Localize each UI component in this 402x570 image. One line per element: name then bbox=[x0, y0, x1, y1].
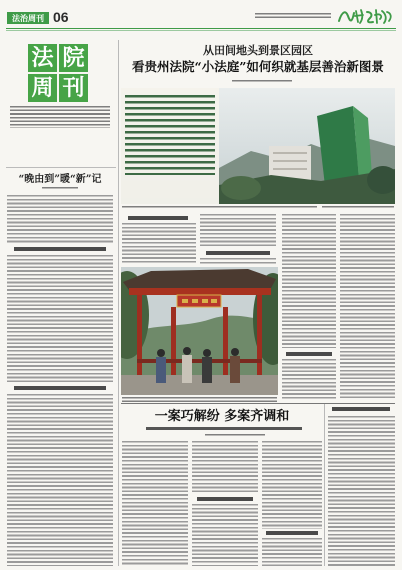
left-story-rule bbox=[6, 167, 116, 168]
subhead bbox=[266, 531, 318, 535]
body-text-block bbox=[262, 538, 322, 566]
pavilion-column bbox=[137, 295, 142, 377]
column-divider bbox=[324, 404, 325, 566]
person bbox=[182, 355, 192, 383]
pavilion-railing bbox=[137, 359, 262, 363]
lead-paragraph bbox=[125, 95, 215, 175]
person bbox=[202, 357, 212, 383]
subhead bbox=[14, 386, 106, 390]
body-text-block bbox=[192, 504, 258, 566]
plaque-lettering bbox=[211, 299, 217, 303]
pavilion-column bbox=[223, 307, 228, 377]
body-text-block bbox=[200, 214, 276, 248]
section-block-char: 院 bbox=[59, 44, 88, 72]
pavilion-photo-image bbox=[121, 267, 278, 395]
page-number: 06 bbox=[53, 9, 69, 25]
masthead-logo bbox=[336, 7, 394, 26]
lead-story-headline: 看贵州法院“小法庭”如何织就基层善治新图景 bbox=[132, 59, 384, 74]
subhead bbox=[14, 247, 106, 251]
subhead bbox=[206, 251, 270, 255]
subhead bbox=[197, 497, 253, 501]
tree bbox=[221, 176, 261, 200]
person bbox=[230, 356, 240, 383]
section-block-char: 法 bbox=[28, 44, 57, 72]
editor-info-lines bbox=[10, 106, 110, 128]
lead-photo bbox=[121, 88, 395, 204]
plaque-lettering bbox=[192, 299, 198, 303]
person bbox=[156, 357, 166, 383]
ground bbox=[121, 375, 278, 395]
lead-paragraph-panel bbox=[121, 88, 219, 204]
pavilion-column bbox=[171, 307, 176, 377]
header-rule-thin bbox=[6, 30, 396, 31]
person bbox=[203, 349, 211, 357]
bottom-story-headline: 一案巧解纷 多案齐调和 bbox=[154, 409, 290, 424]
body-text-block bbox=[340, 214, 395, 400]
left-story-byline bbox=[42, 187, 78, 189]
pavilion-column bbox=[257, 295, 262, 377]
bottom-story-byline bbox=[205, 434, 265, 436]
lead-story-byline bbox=[232, 80, 292, 82]
body-text-block bbox=[282, 359, 336, 400]
left-story-headline: “晚由到”暖“新”记 bbox=[18, 174, 102, 185]
section-block-char: 周 bbox=[28, 74, 57, 102]
person bbox=[183, 347, 191, 355]
body-text-block bbox=[7, 255, 113, 382]
section-block bbox=[28, 44, 88, 102]
body-text-block bbox=[7, 195, 113, 243]
plaque-lettering bbox=[182, 299, 188, 303]
body-text-block bbox=[282, 214, 336, 348]
photo-caption bbox=[322, 206, 394, 208]
subhead bbox=[128, 216, 188, 220]
header-rule bbox=[6, 28, 396, 29]
section-tag: 法治周刊 bbox=[7, 12, 49, 24]
person bbox=[157, 349, 165, 357]
bottom-story-subtitle bbox=[146, 427, 302, 430]
lead-story-kicker: 从田间地头到景区园区 bbox=[203, 44, 313, 57]
person bbox=[231, 348, 239, 356]
body-text-block bbox=[262, 441, 322, 529]
body-text-block bbox=[192, 441, 258, 494]
pavilion-photo bbox=[121, 267, 278, 395]
photo-caption bbox=[122, 206, 317, 208]
sidebar-article-title bbox=[332, 407, 390, 411]
plaque-lettering bbox=[202, 299, 208, 303]
column-divider bbox=[118, 40, 119, 566]
sidebar-article bbox=[326, 404, 395, 566]
body-text-block bbox=[200, 258, 276, 265]
body-text-block bbox=[122, 223, 196, 265]
pavilion-beam bbox=[129, 288, 271, 295]
section-block-char: 刊 bbox=[59, 74, 88, 102]
body-text-block bbox=[122, 441, 188, 566]
issue-date-lines bbox=[255, 13, 331, 19]
body-text-block bbox=[328, 416, 395, 566]
body-text-block bbox=[7, 394, 113, 566]
subhead bbox=[286, 352, 332, 356]
